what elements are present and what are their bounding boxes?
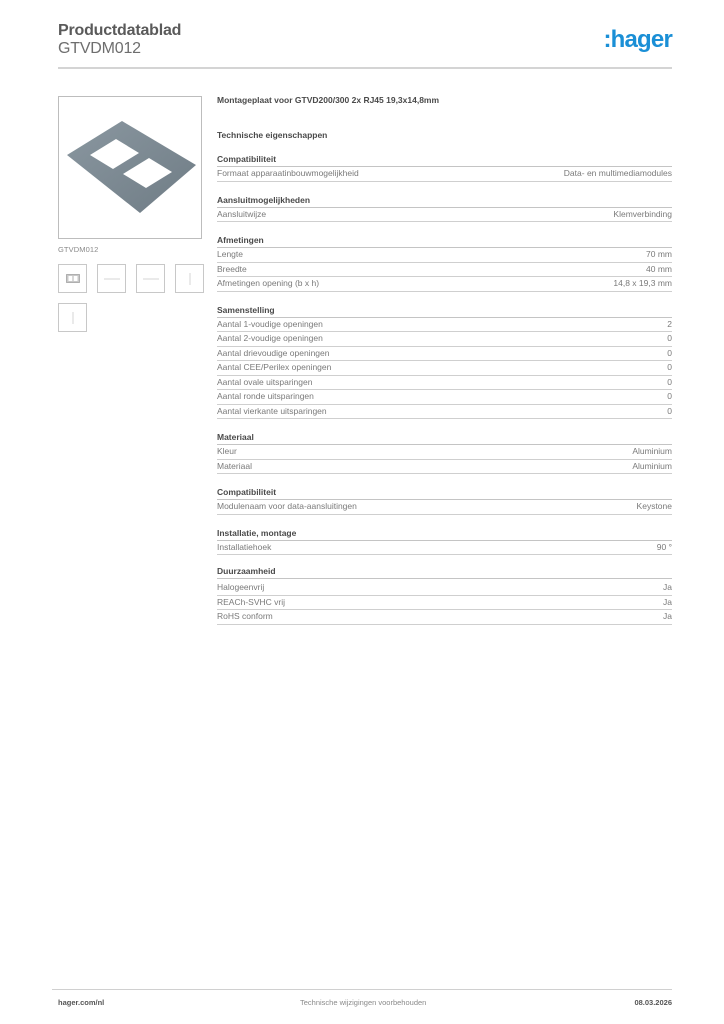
- spec-value: 0: [667, 347, 672, 358]
- specifications: [217, 94, 672, 625]
- section-title: Materiaal: [217, 432, 672, 445]
- spec-label: Aantal ovale uitsparingen: [217, 376, 313, 387]
- document-footer: [58, 998, 672, 1007]
- spec-label: Kleur: [217, 446, 237, 456]
- spec-row: [217, 610, 672, 625]
- product-gallery: [58, 96, 202, 332]
- thumbnail-side-view-3[interactable]: [175, 264, 204, 293]
- hager-logo: :hager: [603, 26, 672, 53]
- side-view-vertical-icon: [72, 312, 74, 324]
- section-title: Duurzaamheid: [217, 566, 672, 579]
- section-title: Aansluitmogelijkheden: [217, 195, 672, 208]
- spec-label: Formaat apparaatinbouwmogelijkheid: [217, 168, 359, 178]
- footer-divider: [52, 989, 672, 990]
- spec-label: Aantal CEE/Perilex openingen: [217, 362, 332, 372]
- spec-row: [217, 445, 672, 460]
- spec-label: Aantal 2-voudige openingen: [217, 333, 323, 343]
- spec-row: [217, 167, 672, 182]
- spec-value: 0: [667, 376, 672, 387]
- section-title: Samenstelling: [217, 305, 672, 318]
- thumbnail-side-view-2[interactable]: [136, 264, 165, 293]
- spec-value: 0: [667, 362, 672, 372]
- spec-label: Aantal ronde uitsparingen: [217, 391, 314, 401]
- main-product-image[interactable]: [58, 96, 202, 239]
- side-view-horizontal-icon: [104, 278, 120, 280]
- spec-label: Materiaal: [217, 460, 252, 471]
- section-title: Installatie, montage: [217, 528, 672, 541]
- spec-label: Halogeenvrij: [217, 582, 265, 592]
- spec-value: 40 mm: [646, 263, 672, 274]
- spec-value: Ja: [663, 611, 672, 621]
- section-dimensions: [217, 235, 672, 292]
- spec-row: [217, 405, 672, 420]
- thumbnail-list: [58, 264, 208, 332]
- spec-row: [217, 318, 672, 333]
- spec-label: Aansluitwijze: [217, 208, 267, 219]
- spec-label: Breedte: [217, 263, 247, 274]
- side-view-vertical-icon: [189, 273, 191, 285]
- spec-label: Lengte: [217, 249, 243, 259]
- technical-properties-title: Technische eigenschappen: [217, 130, 328, 140]
- spec-row: [217, 361, 672, 376]
- spec-value: Ja: [663, 596, 672, 607]
- thumbnail-side-view-1[interactable]: [97, 264, 126, 293]
- spec-row: [217, 376, 672, 391]
- side-view-horizontal-icon: [143, 278, 159, 280]
- spec-value: Keystone: [636, 501, 672, 511]
- mounting-plate-image: [62, 113, 198, 223]
- thumbnail-front-view[interactable]: [58, 264, 87, 293]
- spec-value: 70 mm: [646, 249, 672, 259]
- section-title: Afmetingen: [217, 235, 672, 248]
- spec-value: Data- en multimediamodules: [563, 168, 672, 178]
- spec-label: Installatiehoek: [217, 541, 272, 552]
- spec-value: Aluminium: [632, 460, 672, 471]
- document-date: 08.03.2026: [634, 998, 672, 1007]
- front-view-thumbnail-icon: [66, 274, 80, 283]
- section-title: Compatibiliteit: [217, 154, 672, 167]
- spec-label: Aantal vierkante uitsparingen: [217, 405, 327, 416]
- section-composition: [217, 305, 672, 420]
- spec-value: 0: [667, 333, 672, 343]
- section-sustainability: [217, 566, 672, 625]
- spec-label: Afmetingen opening (b x h): [217, 278, 320, 288]
- spec-label: REACh-SVHC vrij: [217, 596, 286, 607]
- section-material: [217, 432, 672, 474]
- spec-row: [217, 581, 672, 596]
- thumbnail-side-view-4[interactable]: [58, 303, 87, 332]
- product-description: Montageplaat voor GTVD200/300 2x RJ45 19,3x14,8mm: [217, 95, 440, 105]
- spec-row: [217, 500, 672, 515]
- spec-row: [217, 208, 672, 223]
- header-divider: [58, 67, 672, 69]
- disclaimer-text: Technische wijzigingen voorbehouden: [300, 998, 427, 1007]
- product-code: GTVDM012: [58, 40, 141, 57]
- spec-value: 0: [667, 391, 672, 401]
- spec-label: Aantal drievoudige openingen: [217, 347, 330, 358]
- section-title: Compatibiliteit: [217, 487, 672, 500]
- spec-value: 14,8 x 19,3 mm: [613, 278, 672, 288]
- spec-row: [217, 596, 672, 611]
- spec-row: [217, 332, 672, 347]
- section-installation: [217, 528, 672, 556]
- spec-value: Klemverbinding: [613, 208, 672, 219]
- website-link[interactable]: hager.com/nl: [58, 998, 105, 1007]
- spec-row: [217, 460, 672, 475]
- spec-value: Ja: [663, 582, 672, 592]
- spec-row: [217, 277, 672, 292]
- document-title: Productdatablad: [58, 22, 182, 39]
- spec-row: [217, 390, 672, 405]
- document-header: [58, 21, 181, 58]
- section-compatibility: [217, 154, 672, 182]
- spec-value: 90 °: [656, 541, 672, 552]
- spec-value: 2: [667, 318, 672, 329]
- spec-value: Aluminium: [632, 446, 672, 456]
- spec-row: [217, 541, 672, 556]
- spec-label: RoHS conform: [217, 611, 273, 621]
- main-image-caption: GTVDM012: [58, 245, 99, 254]
- spec-label: Modulenaam voor data-aansluitingen: [217, 501, 357, 511]
- spec-row: [217, 263, 672, 278]
- section-connection: [217, 195, 672, 223]
- section-compatibility-data: [217, 487, 672, 515]
- spec-label: Aantal 1-voudige openingen: [217, 318, 323, 329]
- spec-row: [217, 248, 672, 263]
- spec-value: 0: [667, 405, 672, 416]
- spec-row: [217, 347, 672, 362]
